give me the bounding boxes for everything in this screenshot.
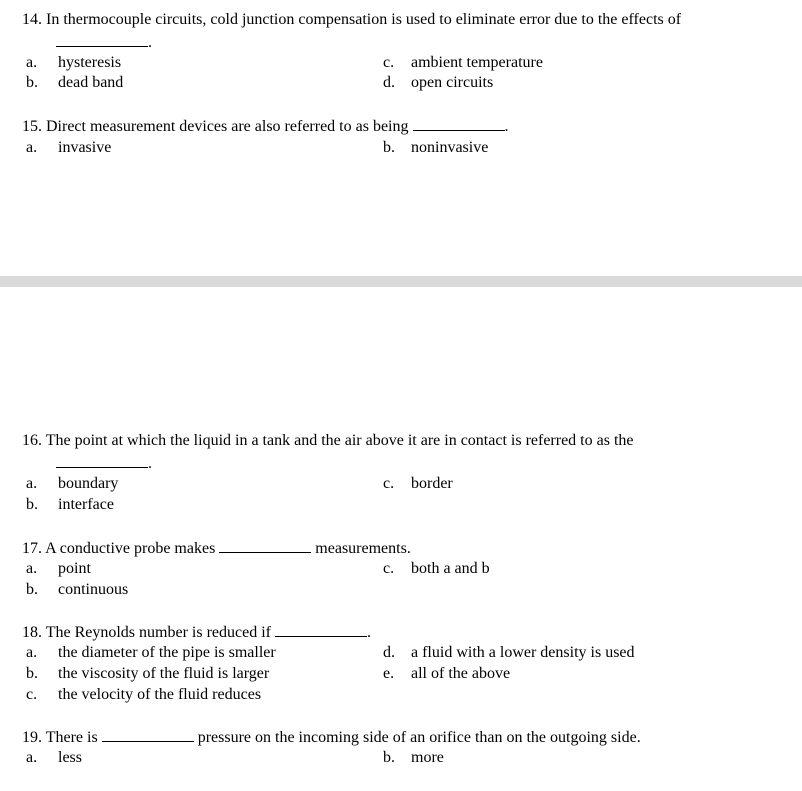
option-18b: b. the viscosity of the fluid is larger — [26, 665, 270, 682]
answer-blank — [275, 622, 367, 637]
option-14a: a. hysteresis — [26, 54, 122, 71]
page-separator — [0, 276, 802, 287]
question-16-blank-line: . — [56, 453, 152, 474]
option-17b: b. continuous — [26, 581, 129, 598]
question-17-stem: 17. A conductive probe makes measurements. — [22, 540, 411, 557]
option-19a: a. less — [26, 749, 82, 766]
option-17a: a. point — [26, 560, 91, 577]
question-14-blank-line: . — [56, 32, 152, 53]
option-16b: b. interface — [26, 496, 114, 513]
question-18-stem: 18. The Reynolds number is reduced if . — [22, 624, 371, 641]
answer-blank — [413, 116, 505, 131]
answer-blank — [56, 32, 148, 47]
option-14b: b. dead band — [26, 74, 124, 91]
option-16c: c. border — [383, 475, 453, 492]
document-page-2 — [0, 287, 802, 791]
option-14d: d. open circuits — [383, 74, 494, 91]
question-14-stem: 14. In thermocouple circuits, cold junction compensation is used to eliminate error due to the effects of — [22, 11, 682, 28]
option-16a: a. boundary — [26, 475, 119, 492]
option-19b: b. more — [383, 749, 444, 766]
option-18c: c. the velocity of the fluid reduces — [26, 686, 262, 703]
answer-blank — [219, 538, 311, 553]
option-15a: a. invasive — [26, 139, 112, 156]
option-14c: c. ambient temperature — [383, 54, 543, 71]
question-15-stem: 15. Direct measurement devices are also referred to as being . — [22, 118, 509, 135]
option-18e: e. all of the above — [383, 665, 511, 682]
option-15b: b. noninvasive — [383, 139, 489, 156]
option-18a: a. the diameter of the pipe is smaller — [26, 644, 276, 661]
question-16-stem: 16. The point at which the liquid in a tank and the air above it are in contact is referred to as the — [22, 432, 634, 449]
answer-blank — [102, 727, 194, 742]
option-18d: d. a fluid with a lower density is used — [383, 644, 635, 661]
option-17c: c. both a and b — [383, 560, 490, 577]
answer-blank — [56, 453, 148, 468]
document-page-1 — [0, 0, 802, 276]
question-19-stem: 19. There is pressure on the incoming side of an orifice than on the outgoing side. — [22, 729, 641, 746]
